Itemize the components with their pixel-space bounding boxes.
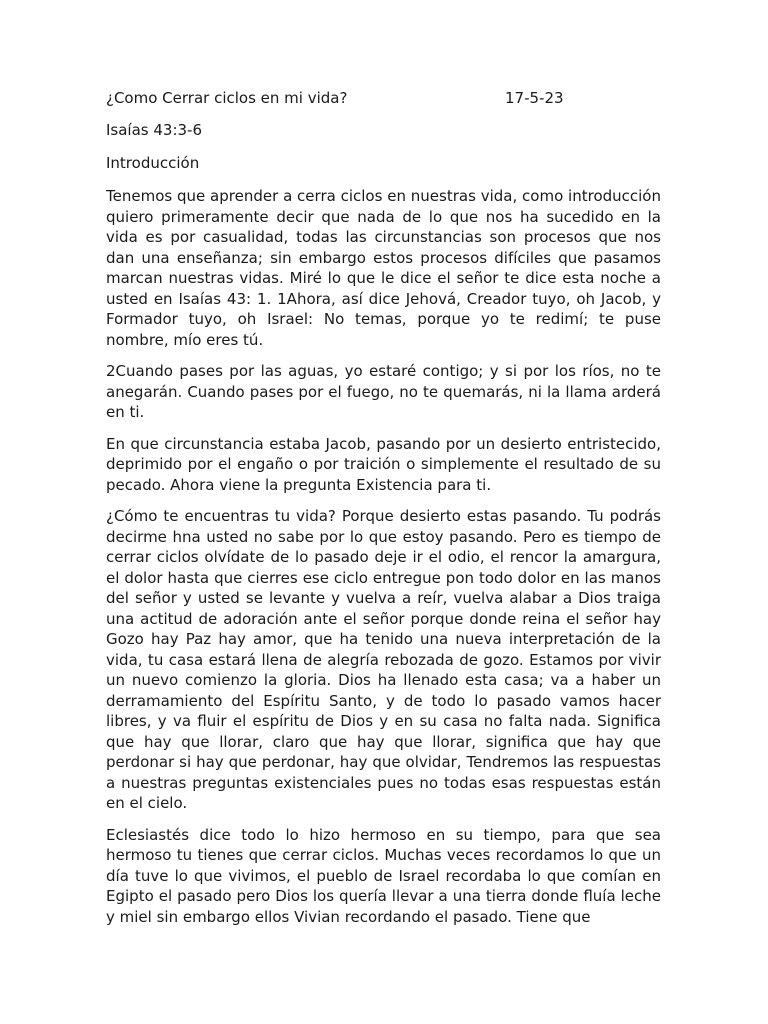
paragraph-2: 2Cuando pases por las aguas, yo estaré contigo; y si por los ríos, no te anegarán. Cuando pases por el fuego, no te quemarás, ni la llama arderá en ti. xyxy=(106,362,661,421)
paragraph-5: Eclesiastés dice todo lo hizo hermoso en su tiempo, para que sea hermoso tu tienes que cerrar ciclos. Muchas veces recordamos lo que un día tuve lo que vivimos, el pueblo de Israel recordaba lo que comían en Egipto el pasado pero Dios los quería llevar a una tierra donde fluía leche y miel sin embargo ellos Vivian recordando el pasado. Tiene que xyxy=(106,825,661,926)
paragraph-4: ¿Cómo te encuentras tu vida? Porque desierto estas pasando. Tu podrás decirme hna usted no sabe por lo que estoy pasando. Pero es tiempo de cerrar ciclos olvídate de lo pasado deje ir el odio, el rencor la amargura, el dolor hasta que cierres ese ciclo entregue pon todo dolor en las manos del señor y usted se levante y vuelva a reír, vuelva alabar a Dios traiga una actitud de adoración ante el señor porque donde reina el señor hay Gozo hay Paz hay amor, que ha tenido una nueva interpretación de la vida, tu casa estará llena de alegría rebozada de gozo. Estamos por vivir un nuevo comienzo la gloria. Dios ha llenado esta casa; va a haber un derramamiento del Espíritu Santo, y de todo lo pasado vamos hacer libres, y va fluir el espíritu de Dios y en su casa no falta nada. Significa que hay que llorar, claro que hay que llorar, significa que hay que perdonar si hay que perdonar, hay que olvidar, Tendremos las respuestas a nuestras preguntas existenciales pues no todas esas respuestas están en el cielo. xyxy=(106,507,661,812)
title-row xyxy=(106,88,661,108)
document-title: ¿Como Cerrar ciclos en mi vida? xyxy=(106,89,348,107)
document-page xyxy=(106,88,661,938)
scripture-reference: Isaías 43:3-6 xyxy=(106,121,203,139)
section-heading: Introducción xyxy=(106,154,200,172)
paragraph-1: Tenemos que aprender a cerra ciclos en nuestras vida, como introducción quiero primeramente decir que nada de lo que nos ha sucedido en la vida es por casualidad, todas las circunstancias son procesos que nos dan una enseñanza; sin embargo estos procesos difíciles que pasamos marcan nuestras vidas. Miré lo que le dice el señor te dice esta noche a usted en Isaías 43: 1. 1Ahora, así dice Jehová, Creador tuyo, oh Jacob, y Formador tuyo, oh Israel: No temas, porque yo te redimí; te puse nombre, mío eres tú. xyxy=(106,187,661,349)
document-date: 17-5-23 xyxy=(505,89,564,107)
paragraph-3: En que circunstancia estaba Jacob, pasando por un desierto entristecido, deprimido por el engaño o por traición o simplemente el resultado de su pecado. Ahora viene la pregunta Existencia para ti. xyxy=(106,434,661,494)
